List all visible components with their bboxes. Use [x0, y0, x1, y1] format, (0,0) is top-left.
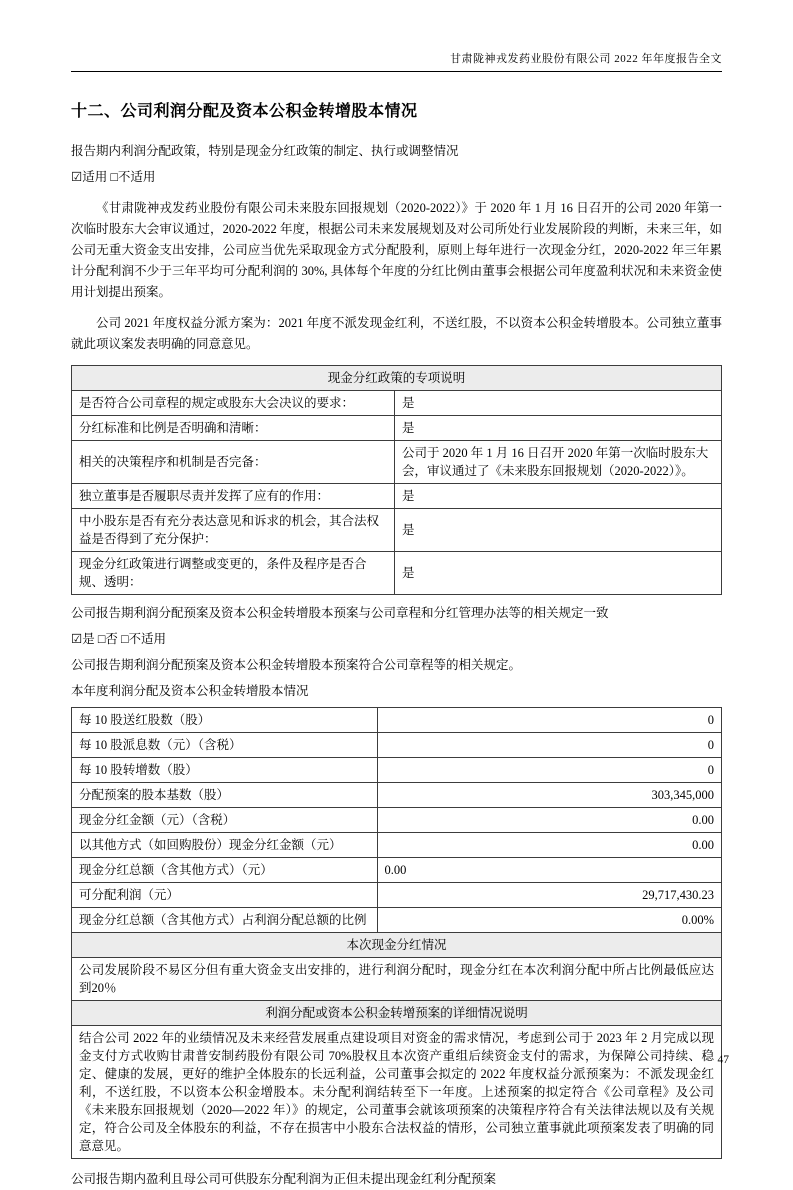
row-label: 中小股东是否有充分表达意见和诉求的机会，其合法权益是否得到了充分保护： [72, 509, 395, 552]
table-title-row [72, 366, 722, 391]
row-label: 现金分红总额（含其他方式）占利润分配总额的比例 [72, 908, 378, 933]
table-row [72, 416, 722, 441]
detail-section-header: 利润分配或资本公积金转增预案的详细情况说明 [72, 1001, 722, 1026]
table-row [72, 883, 722, 908]
row-label: 分红标准和比例是否明确和清晰： [72, 416, 395, 441]
section-header-row [72, 1001, 722, 1026]
table-row [72, 808, 722, 833]
row-label: 每 10 股派息数（元）（含税） [72, 733, 378, 758]
row-value: 0.00% [377, 908, 722, 933]
row-value: 是 [395, 416, 722, 441]
consistency-line: 公司报告期利润分配预案及资本公积金转增股本预案与公司章程和分红管理办法等的相关规定一致 [71, 606, 609, 620]
compliance-line: 公司报告期利润分配预案及资本公积金转增股本预案符合公司章程等的相关规定。 [71, 658, 522, 672]
closing-line: 公司报告期内盈利且母公司可供股东分配利润为正但未提出现金红利分配预案 [71, 1172, 497, 1186]
section-title: 十二、公司利润分配及资本公积金转增股本情况 [71, 103, 418, 120]
table-row [72, 1026, 722, 1159]
row-label: 现金分红金额（元）（含税） [72, 808, 378, 833]
table-row [72, 391, 722, 416]
row-value: 0 [377, 758, 722, 783]
profit-distribution-table [71, 707, 722, 1159]
distribution-table-title: 本年度利润分配及资本公积金转增股本情况 [71, 684, 309, 698]
table-row [72, 758, 722, 783]
row-value: 0.00 [377, 858, 722, 883]
row-label: 每 10 股送红股数（股） [72, 708, 378, 733]
row-value: 0.00 [377, 808, 722, 833]
dividend-2021-paragraph: 公司 2021 年度权益分派方案为：2021 年度不派发现金红利，不送红股，不以资本公积金转增股本。公司独立董事就此项议案发表明确的同意意见。 [71, 316, 722, 351]
cash-dividend-note: 公司发展阶段不易区分但有重大资金支出安排的，进行利润分配时，现金分红在本次利润分配中所占比例最低应达到20％ [72, 958, 722, 1001]
cash-dividend-section-header: 本次现金分红情况 [72, 933, 722, 958]
page-number: 47 [717, 1054, 729, 1066]
row-label: 可分配利润（元） [72, 883, 378, 908]
table-row [72, 833, 722, 858]
applicable-checkbox-line: ☑适用 □不适用 [71, 170, 156, 184]
consistency-checkbox-line: ☑是 □否 □不适用 [71, 632, 167, 646]
future-return-plan-paragraph: 《甘肃陇神戎发药业股份有限公司未来股东回报规划（2020-2022）》于 2020 年 1 月 16 日召开的公司 2020 年第一次临时股东大会审议通过，2020-2022 年度，根据公司未来发展规划及对公司所处行业发展阶段的判断，未来三年，如公司无重大资金支出安排，公司应当优先采取现金方式分配股利，原则上每年进行一次现金分红，2020-2022 年三年累计分配利润不少于三年平均可分配利润的 30%, 具体每个年度的分红比例由董事会根据公司年度盈利状况和未来资金使用计划提出预案。 [71, 201, 722, 299]
cash-dividend-policy-table [71, 365, 722, 595]
row-label: 分配预案的股本基数（股） [72, 783, 378, 808]
table-row [72, 509, 722, 552]
row-value: 是 [395, 552, 722, 595]
row-label: 是否符合公司章程的规定或股东大会决议的要求： [72, 391, 395, 416]
table-row [72, 783, 722, 808]
row-value: 0.00 [377, 833, 722, 858]
table-row [72, 733, 722, 758]
table-row [72, 441, 722, 484]
row-value: 303,345,000 [377, 783, 722, 808]
table-row [72, 484, 722, 509]
row-value: 公司于 2020 年 1 月 16 日召开 2020 年第一次临时股东大会，审议通过了《未来股东回报规划（2020-2022）》。 [395, 441, 722, 484]
table-row [72, 552, 722, 595]
row-value: 是 [395, 484, 722, 509]
row-label: 独立董事是否履职尽责并发挥了应有的作用： [72, 484, 395, 509]
policy-intro-line: 报告期内利润分配政策，特别是现金分红政策的制定、执行或调整情况 [71, 144, 459, 158]
row-label: 每 10 股转增数（股） [72, 758, 378, 783]
row-value: 29,717,430.23 [377, 883, 722, 908]
row-value: 是 [395, 391, 722, 416]
row-label: 现金分红总额（含其他方式）（元） [72, 858, 378, 883]
detail-explanation-text: 结合公司 2022 年的业绩情况及未来经营发展重点建设项目对资金的需求情况，考虑到公司于 2023 年 2 月完成以现金支付方式收购甘肃普安制药股份有限公司 70%股权且本次资产重组后续资金支付的需求，为保障公司持续、稳定、健康的发展，更好的维护全体股东的长远利益，公司董事会拟定的 2022 年度权益分派预案为：不派发现金红利，不送红股，不以资本公积金增股本。未分配利润结转至下一年度。上述预案的拟定符合《公司章程》及公司《未来股东回报规划（2020—2022 年）》的规定，公司董事会就该项预案的决策程序符合有关法律法规以及有关规定，符合公司及全体股东的利益，不存在损害中小股东合法权益的情形，公司独立董事就此项预案发表了明确的同意意见。 [72, 1026, 722, 1159]
section-header-row [72, 933, 722, 958]
row-label: 现金分红政策进行调整或变更的，条件及程序是否合规、透明： [72, 552, 395, 595]
report-header-title: 甘肃陇神戎发药业股份有限公司 2022 年年度报告全文 [71, 50, 722, 72]
table-row [72, 708, 722, 733]
row-label: 相关的决策程序和机制是否完备： [72, 441, 395, 484]
row-value: 0 [377, 733, 722, 758]
row-value: 0 [377, 708, 722, 733]
row-label: 以其他方式（如回购股份）现金分红金额（元） [72, 833, 378, 858]
row-value: 是 [395, 509, 722, 552]
policy-table-title: 现金分红政策的专项说明 [72, 366, 722, 391]
table-row [72, 908, 722, 933]
table-row [72, 958, 722, 1001]
table-row [72, 858, 722, 883]
